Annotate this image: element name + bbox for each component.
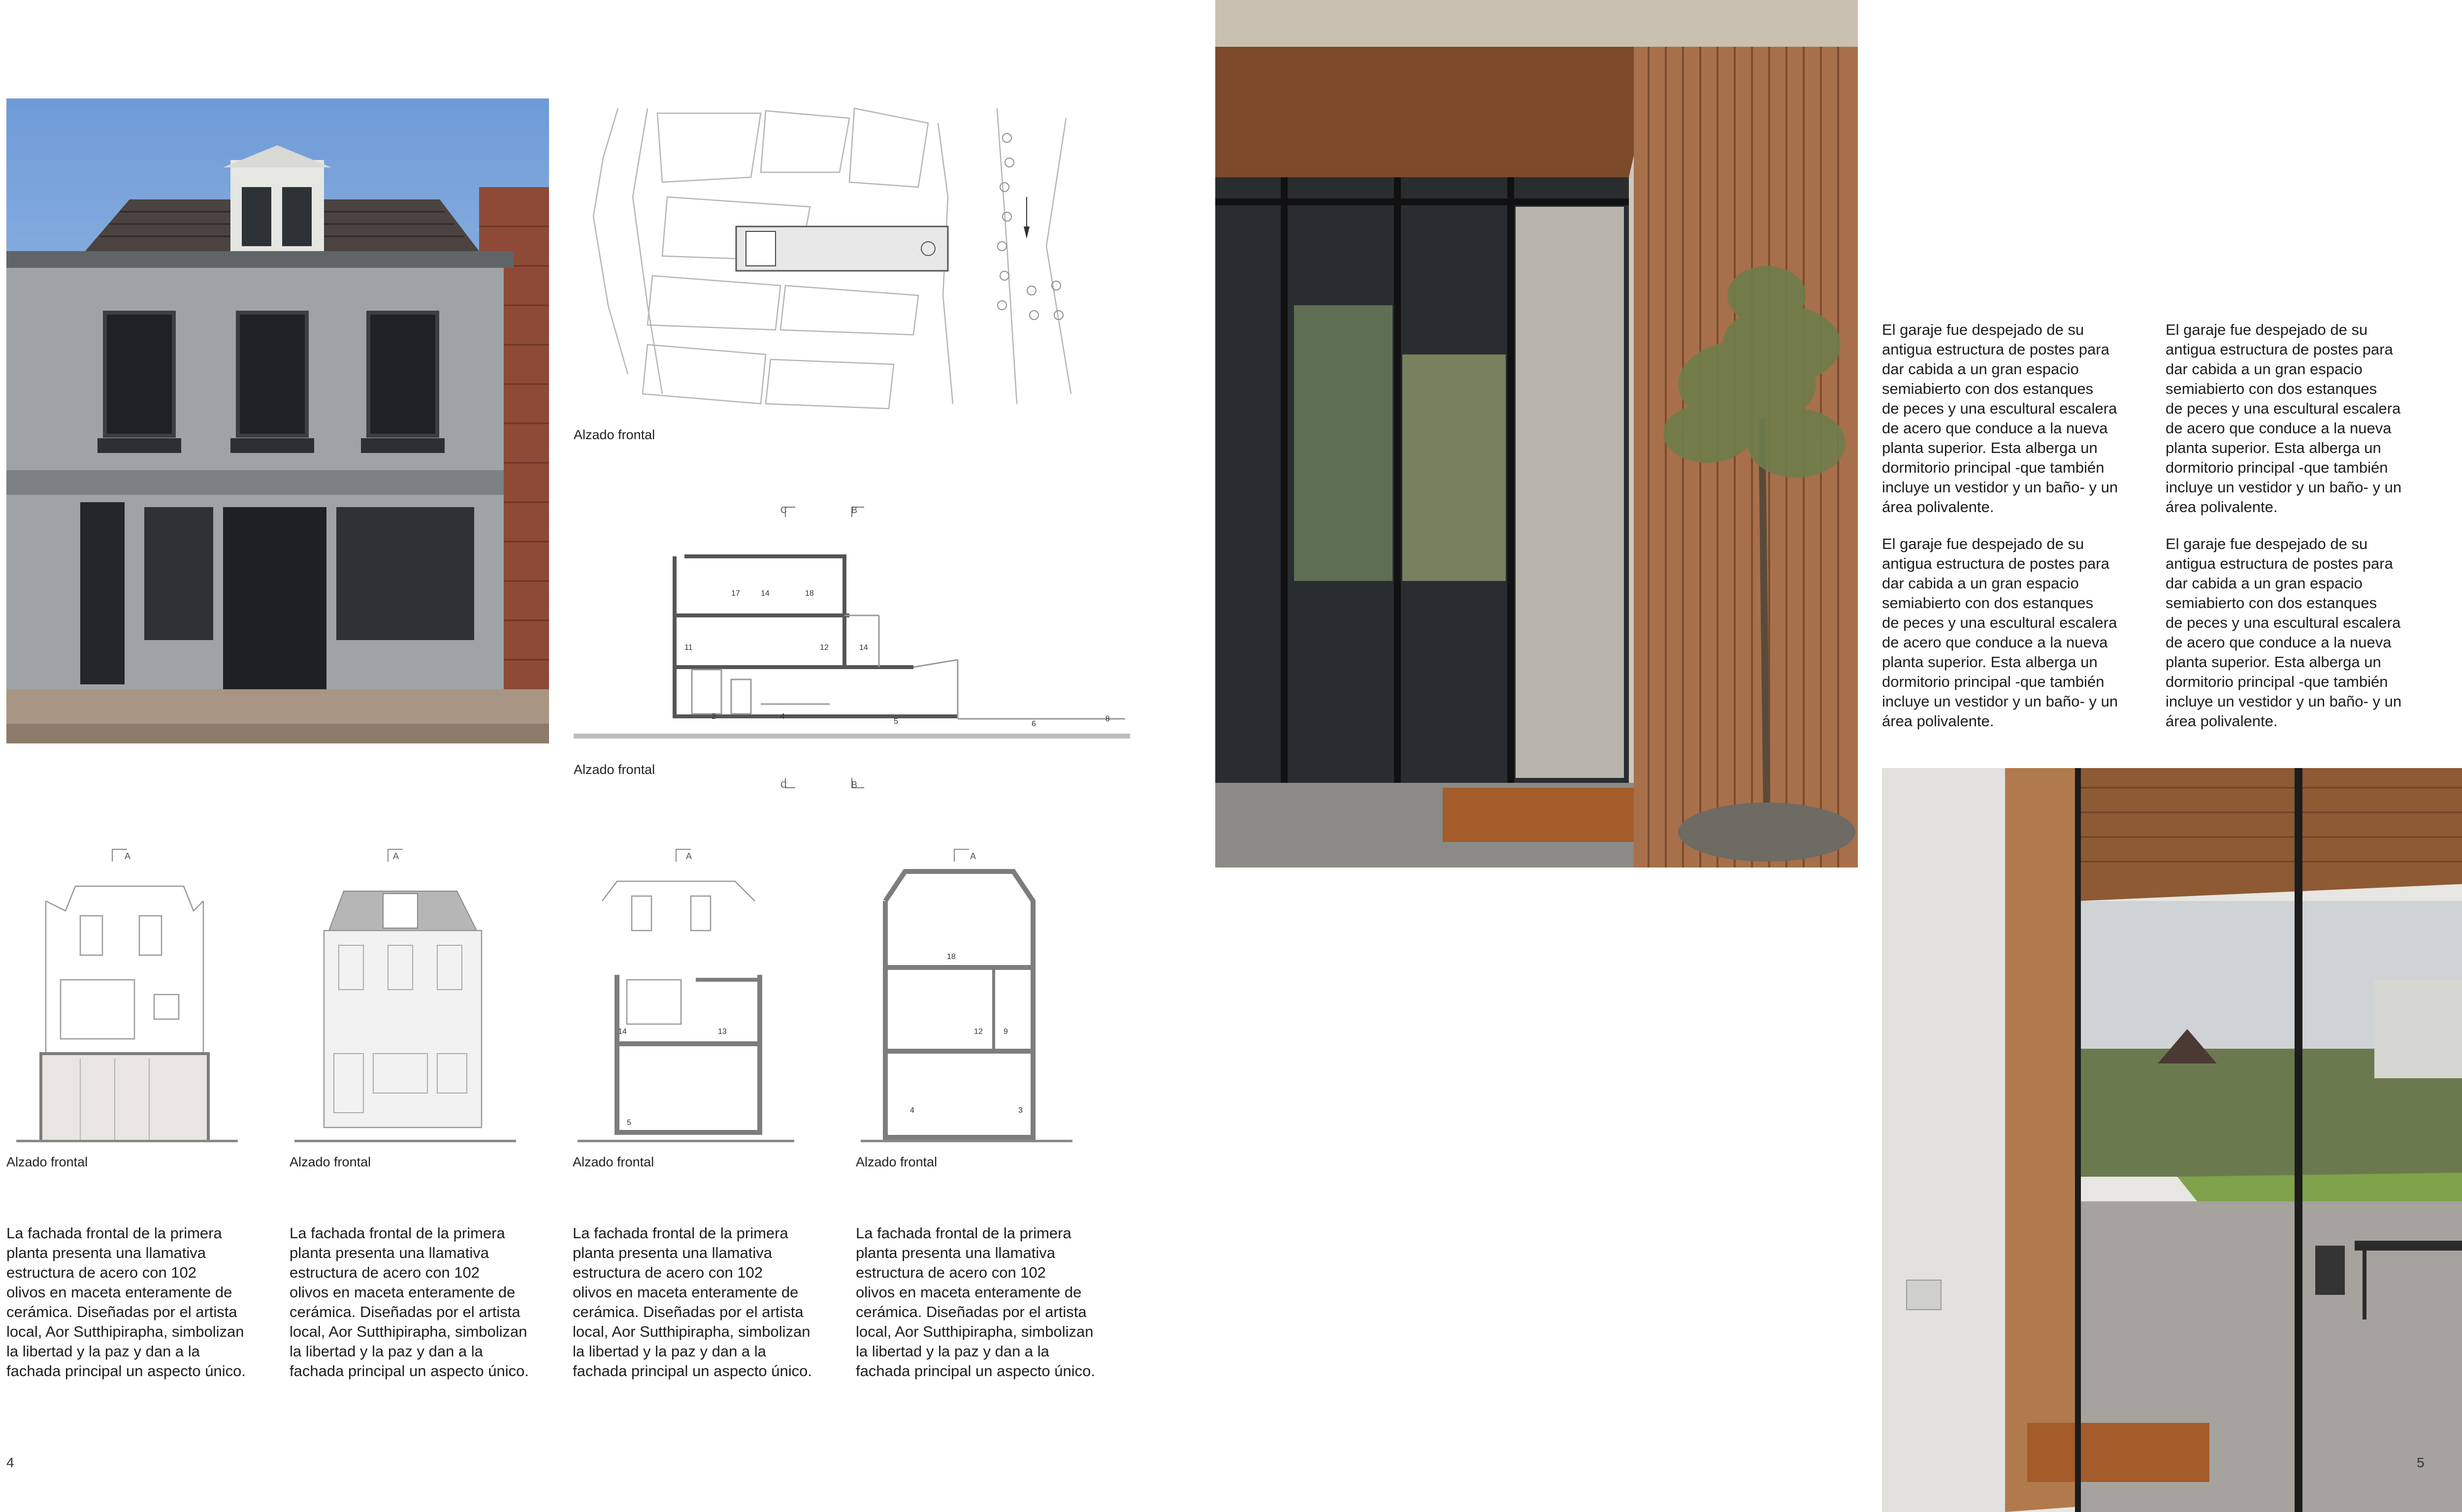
right-column-2-paragraph-2: El garaje fue despejado de su antigua estructura de postes para dar cabida a un gran espacio semiabierto con dos estanques de peces y una escultural escalera de acero que conduce a la nueva planta superior. Esta alberga un dormitorio principal -que también incluye un vestidor y un baño- y un área polivalente.	[2166, 535, 2402, 730]
section-mark-b-bottom: B	[851, 780, 858, 790]
section-mark-c-top: C	[780, 505, 787, 515]
room-label: 6	[1032, 720, 1036, 728]
right-column-1-paragraph-1: El garaje fue despejado de su antigua estructura de postes para dar cabida a un gran espacio semiabierto con dos estanques de peces y una escultural escalera de acero que conduce a la nueva planta superior. Esta alberga un dormitorio principal -que también incluye un vestidor y un baño- y un área polivalente.	[1882, 321, 2118, 515]
right-column-2-paragraph-1: El garaje fue despejado de su antigua estructura de postes para dar cabida a un gran espacio semiabierto con dos estanques de peces y una escultural escalera de acero que conduce a la nueva planta superior. Esta alberga un dormitorio principal -que también incluye un vestidor y un baño- y un área polivalente.	[2166, 321, 2402, 515]
elevation-mark: A	[393, 851, 399, 861]
elevation-caption-3: Alzado frontal	[573, 1155, 654, 1169]
room-label: 2	[712, 712, 716, 721]
elevation-drawing-4	[856, 847, 1122, 1142]
room-label: 18	[947, 953, 956, 961]
room-label: 4	[910, 1106, 914, 1115]
page-number-right: 5	[2417, 1455, 2425, 1470]
elevation-text-3: La fachada frontal de la primera planta presenta una llamativa estructura de acero con 102 olivos en maceta enteramente de cerámica. Diseñadas por el artista local, Aor Sutthipirapha, simbolizan la libertad y la paz y dan a la fachada principal un aspecto único.	[573, 1224, 812, 1380]
site-plan-drawing	[574, 98, 1096, 428]
room-label: 8	[1105, 715, 1110, 723]
site-plan-caption: Alzado frontal	[574, 427, 655, 442]
elevation-caption-2: Alzado frontal	[290, 1155, 371, 1169]
room-label: 14	[618, 1028, 627, 1036]
elevation-drawing-3	[573, 847, 839, 1142]
room-label: 14	[761, 589, 770, 598]
room-label: 12	[974, 1028, 983, 1036]
section-mark-c-bottom: C	[780, 780, 787, 790]
room-label: 9	[1004, 1028, 1008, 1036]
room-label: 4	[780, 712, 785, 721]
elevation-mark: A	[686, 851, 692, 861]
room-label: 12	[820, 643, 829, 652]
room-label: 18	[805, 589, 814, 598]
elevation-drawing-1	[6, 847, 272, 1142]
room-label: 11	[684, 643, 693, 652]
section-caption: Alzado frontal	[574, 762, 655, 777]
room-label: 14	[859, 643, 868, 652]
right-column-1-paragraph-2: El garaje fue despejado de su antigua estructura de postes para dar cabida a un gran espacio semiabierto con dos estanques de peces y una escultural escalera de acero que conduce a la nueva planta superior. Esta alberga un dormitorio principal -que también incluye un vestidor y un baño- y un área polivalente.	[1882, 535, 2118, 730]
section-mark-b-top: B	[851, 505, 858, 515]
section-drawing	[574, 502, 1130, 793]
room-label: 17	[731, 589, 740, 598]
page-number-left: 4	[6, 1455, 14, 1470]
room-label: 13	[718, 1028, 727, 1036]
elevation-caption-4: Alzado frontal	[856, 1155, 938, 1169]
house-facade-photo	[6, 98, 549, 743]
elevation-drawing-2	[290, 847, 555, 1142]
elevation-text-4: La fachada frontal de la primera planta presenta una llamativa estructura de acero con 102 olivos en maceta enteramente de cerámica. Diseñadas por el artista local, Aor Sutthipirapha, simbolizan la libertad y la paz y dan a la fachada principal un aspecto único.	[856, 1224, 1095, 1380]
garden-view-photo	[1882, 768, 2462, 1512]
glass-entrance-photo	[1215, 0, 1858, 868]
room-label: 5	[627, 1119, 631, 1127]
elevation-text-1: La fachada frontal de la primera planta presenta una llamativa estructura de acero con 102 olivos en maceta enteramente de cerámica. Diseñadas por el artista local, Aor Sutthipirapha, simbolizan la libertad y la paz y dan a la fachada principal un aspecto único.	[6, 1224, 246, 1380]
elevation-text-2: La fachada frontal de la primera planta presenta una llamativa estructura de acero con 102 olivos en maceta enteramente de cerámica. Diseñadas por el artista local, Aor Sutthipirapha, simbolizan la libertad y la paz y dan a la fachada principal un aspecto único.	[290, 1224, 529, 1380]
room-label: 3	[1018, 1106, 1023, 1115]
elevation-mark: A	[970, 851, 976, 861]
room-label: 5	[894, 717, 898, 726]
elevation-mark: A	[125, 851, 131, 861]
elevation-caption-1: Alzado frontal	[6, 1155, 88, 1169]
